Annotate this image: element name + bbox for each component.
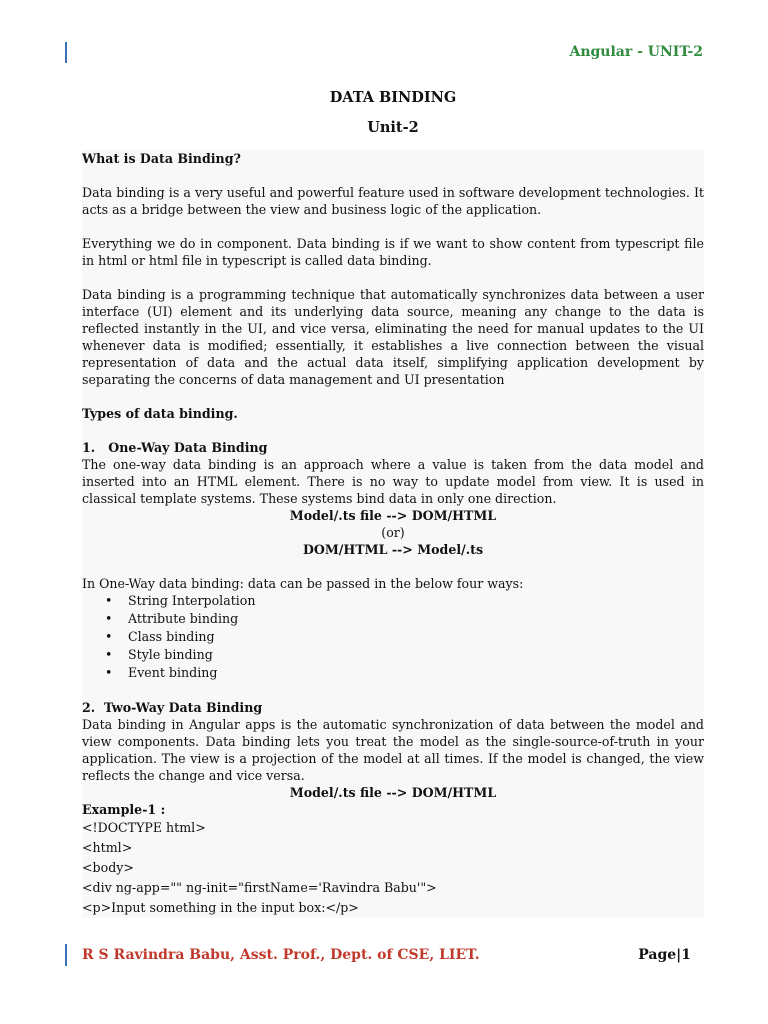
paragraph-definition: Data binding is a very useful and powerful feature used in software development technologies. It acts as a bridge between the view and business logic of the application. [82,185,704,217]
paragraph-technique: Data binding is a programming technique that automatically synchronizes data between a user interface (UI) element and its underlying data source, meaning any change to the data is reflected instantly in the UI, and vice versa, eliminating the need for manual updates to the UI whenever data is modified; essentially, it establishes a live connection between the visual representation of data and the actual data itself, simplifying application development by separating the concerns of data management and UI presentation [82,287,704,387]
list-item: • Attribute binding [128,610,704,628]
two-way-flow: Model/.ts file --> DOM/HTML [289,785,497,800]
binding-ways-list [82,592,704,682]
code-line: <div ng-app="" ng-init="firstName='Ravindra Babu'"> [82,880,437,895]
one-way-or: (or) [381,525,405,540]
footer-author: R S Ravindra Babu, Asst. Prof., Dept. of CSE, LIET. [82,947,480,963]
code-line: <!DOCTYPE html> [82,820,206,835]
footer-margin-bar [65,944,67,966]
code-line: <body> [82,860,134,875]
paragraph-component: Everything we do in component. Data binding is if we want to show content from typescript file in html or html file in typescript is called data binding. [82,236,704,268]
one-way-flow-2: DOM/HTML --> Model/.ts [302,542,484,557]
document-body [82,150,704,918]
header-unit-label: Angular - UNIT-2 [569,44,703,60]
code-line: <p>Input something in the input box:</p> [82,900,359,915]
list-item: • Style binding [128,646,704,664]
page-title: DATA BINDING [329,89,457,106]
list-item: • Class binding [128,628,704,646]
two-way-description: Data binding in Angular apps is the automatic synchronization of data between the model and view components. Data binding lets you treat the model as the single-source-of-truth in your application. The view is a projection of the model at all times. If the model is changed, the view reflects the change and vice versa. [82,717,704,783]
list-item: • String Interpolation [128,592,704,610]
two-way-heading: 2. Two-Way Data Binding [82,700,263,715]
header-margin-bar [65,42,67,63]
code-line: <html> [82,840,133,855]
page-subtitle: Unit-2 [367,119,419,136]
code-sample [82,818,704,918]
one-way-ways: In One-Way data binding: data can be passed in the below four ways: [82,576,524,591]
question-heading: What is Data Binding? [82,151,241,166]
types-heading: Types of data binding. [82,406,238,421]
one-way-flow-1: Model/.ts file --> DOM/HTML [289,508,497,523]
one-way-description: The one-way data binding is an approach where a value is taken from the data model and inserted into an HTML element. There is no way to update model from view. It is used in classical template systems. These systems bind data in only one direction. [82,457,704,506]
example-heading: Example-1 : [82,802,166,817]
list-item: • Event binding [128,664,704,682]
one-way-heading: 1. One-Way Data Binding [82,440,268,455]
footer-page-number: Page|1 [638,947,691,963]
